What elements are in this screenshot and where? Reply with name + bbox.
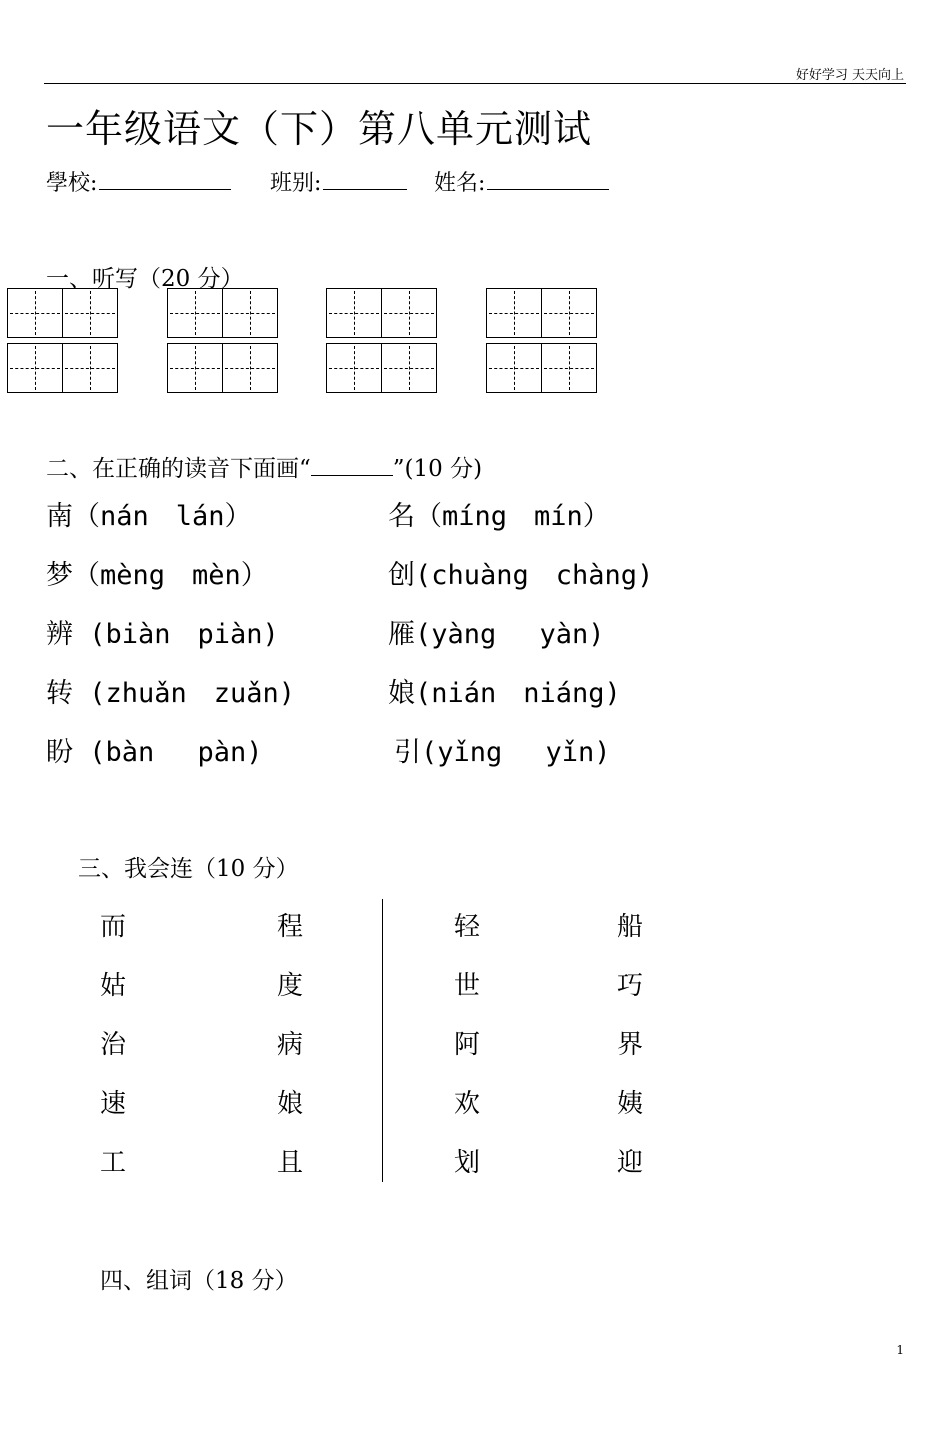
match-char[interactable]: 病 <box>277 1030 304 1060</box>
match-char[interactable]: 程 <box>277 912 304 942</box>
page-number: 1 <box>896 1343 904 1357</box>
pinyin-options[interactable]: (nián niáng) <box>415 678 621 709</box>
writing-box[interactable] <box>167 343 223 393</box>
writing-box[interactable] <box>7 343 63 393</box>
section4-heading: 四、组词（18 分） <box>100 1268 298 1294</box>
match-char[interactable]: 界 <box>617 1030 644 1060</box>
pinyin-options[interactable]: (biàn piàn) <box>73 619 279 650</box>
pinyin-char: 娘 <box>388 678 415 709</box>
pinyin-options[interactable]: (bàn pàn) <box>73 737 263 768</box>
match-char[interactable]: 而 <box>100 912 127 942</box>
match-char[interactable]: 划 <box>454 1148 481 1178</box>
match-char[interactable]: 治 <box>100 1030 127 1060</box>
writing-box[interactable] <box>381 343 437 393</box>
section1-heading: 一、听写（20 分） <box>46 266 244 292</box>
pinyin-options[interactable]: （mèng mèn） <box>73 560 268 591</box>
pinyin-options[interactable]: (yàng yàn) <box>415 619 605 650</box>
match-char[interactable]: 船 <box>617 912 644 942</box>
writing-box-pair[interactable] <box>326 288 435 338</box>
writing-box-pair[interactable] <box>7 288 116 338</box>
match-char[interactable]: 巧 <box>617 971 644 1001</box>
underline-sample <box>311 455 393 476</box>
writing-box[interactable] <box>486 288 542 338</box>
writing-box-pair[interactable] <box>167 288 276 338</box>
match-char[interactable]: 欢 <box>454 1089 481 1119</box>
match-char[interactable]: 迎 <box>617 1148 644 1178</box>
pinyin-options[interactable]: （nán lán） <box>73 501 252 532</box>
match-char[interactable]: 工 <box>100 1148 127 1178</box>
name-label: 姓名: <box>434 171 486 196</box>
matching-divider <box>382 899 383 1182</box>
section2-heading-suffix: ”(10 分) <box>392 456 483 482</box>
writing-box[interactable] <box>222 343 278 393</box>
pinyin-char: 辨 <box>46 619 73 650</box>
writing-box-pair[interactable] <box>7 343 116 393</box>
pinyin-row <box>388 494 610 533</box>
writing-box[interactable] <box>167 288 223 338</box>
pinyin-row <box>394 730 611 769</box>
pinyin-row <box>46 730 263 769</box>
school-field <box>46 166 231 197</box>
name-field <box>434 166 609 197</box>
match-char[interactable]: 阿 <box>454 1030 481 1060</box>
pinyin-row <box>46 553 268 592</box>
section3-heading: 三、我会连（10 分） <box>78 856 299 882</box>
writing-box[interactable] <box>62 288 118 338</box>
pinyin-row <box>388 671 621 710</box>
pinyin-char: 盼 <box>46 737 73 768</box>
writing-box[interactable] <box>486 343 542 393</box>
class-field <box>270 166 407 197</box>
school-label: 學校: <box>46 171 98 196</box>
pinyin-char: 名 <box>388 501 415 532</box>
pinyin-options[interactable]: (chuàng chàng) <box>415 560 654 591</box>
class-blank[interactable] <box>323 167 407 190</box>
school-blank[interactable] <box>99 167 231 190</box>
pinyin-row <box>388 553 653 592</box>
pinyin-options[interactable]: （míng mín） <box>415 501 610 532</box>
pinyin-char: 引 <box>394 737 421 768</box>
writing-box-pair[interactable] <box>167 343 276 393</box>
match-char[interactable]: 度 <box>277 971 304 1001</box>
writing-box-pair[interactable] <box>486 343 595 393</box>
name-blank[interactable] <box>487 167 609 190</box>
pinyin-char: 创 <box>388 560 415 591</box>
match-char[interactable]: 且 <box>277 1148 304 1178</box>
writing-box[interactable] <box>541 288 597 338</box>
page-title: 一年级语文（下）第八单元测试 <box>46 107 593 151</box>
match-char[interactable]: 姑 <box>100 971 127 1001</box>
match-char[interactable]: 速 <box>100 1089 127 1119</box>
match-char[interactable]: 娘 <box>277 1089 304 1119</box>
header-motto: 好好学习 天天向上 <box>795 68 904 83</box>
writing-box[interactable] <box>7 288 63 338</box>
pinyin-char: 南 <box>46 501 73 532</box>
writing-box-pair[interactable] <box>326 343 435 393</box>
pinyin-char: 梦 <box>46 560 73 591</box>
match-char[interactable]: 世 <box>454 971 481 1001</box>
pinyin-row <box>388 612 605 651</box>
class-label: 班别: <box>270 171 322 196</box>
writing-box[interactable] <box>222 288 278 338</box>
writing-box[interactable] <box>62 343 118 393</box>
section2-heading <box>46 450 482 483</box>
writing-box[interactable] <box>541 343 597 393</box>
pinyin-options[interactable]: (yǐng yǐn) <box>421 737 611 768</box>
header-rule <box>44 83 906 84</box>
writing-box-pair[interactable] <box>486 288 595 338</box>
pinyin-char: 转 <box>46 678 73 709</box>
section2-heading-prefix: 二、在正确的读音下面画“ <box>46 456 311 482</box>
writing-box[interactable] <box>326 343 382 393</box>
writing-box[interactable] <box>326 288 382 338</box>
pinyin-row <box>46 612 279 651</box>
pinyin-char: 雁 <box>388 619 415 650</box>
pinyin-options[interactable]: (zhuǎn zuǎn) <box>73 678 296 709</box>
pinyin-row <box>46 494 252 533</box>
match-char[interactable]: 姨 <box>617 1089 644 1119</box>
writing-box[interactable] <box>381 288 437 338</box>
pinyin-row <box>46 671 295 710</box>
match-char[interactable]: 轻 <box>454 912 481 942</box>
